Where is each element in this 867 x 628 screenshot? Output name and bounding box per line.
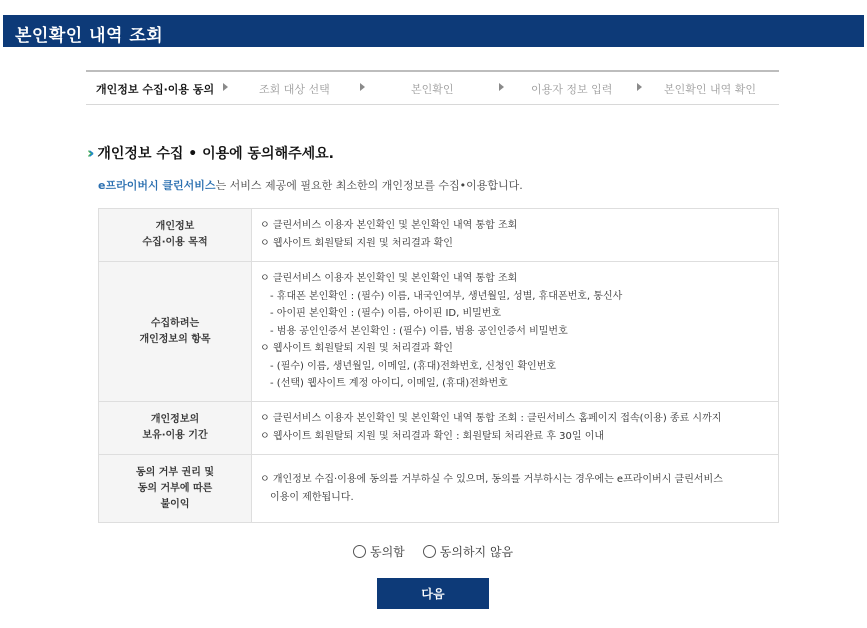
step-verify: 본인확인: [411, 83, 454, 96]
row-content: ㅇ 클린서비스 이용자 본인확인 및 본인확인 내역 통합 조회 : 클린서비스 홈페이지 접속(이용) 종료 시까지 ㅇ 웹사이트 회원탈퇴 지원 및 처리결과 확인 : 회원탈퇴 처리완료 후 30일 이내: [252, 402, 779, 455]
page-title: 본인확인 내역 조회: [15, 26, 164, 46]
row-content: ㅇ 클린서비스 이용자 본인확인 및 본인확인 내역 통합 조회 ㅇ 웹사이트 회원탈퇴 지원 및 처리결과 확인: [252, 209, 779, 262]
step-arrow-icon: [223, 83, 228, 91]
row-content: ㅇ 클린서비스 이용자 본인확인 및 본인확인 내역 통합 조회 - 휴대폰 본인확인 : (필수) 이름, 내국인여부, 생년월일, 성별, 휴대폰번호, 통신사 - 아이핀 본인확인 : (필수) 이름, 아이핀 ID, 비밀번호 - 범용 공인인증서 본인확인 : (필수) 이름, 범용 공인인증서 비밀번호 ㅇ 웹사이트 회원탈퇴 지원 및 처리결과 확인 - (필수) 이름, 생년월일, 이메일, (휴대)전화번호, 신청인 확인번호 - (선택) 웹사이트 계정 아이디, 이메일, (휴대)전화번호: [252, 262, 779, 402]
section-heading-text: 개인정보 수집 • 이용에 동의해주세요.: [97, 146, 334, 162]
title-bar: [0, 0, 867, 47]
next-button[interactable]: 다음: [377, 578, 489, 609]
section-heading: [87, 143, 334, 163]
double-chevron-icon: ››: [87, 144, 90, 162]
intro-description: 는 서비스 제공에 필요한 최소한의 개인정보를 수집•이용합니다.: [215, 179, 523, 192]
step-arrow-icon: [360, 83, 365, 91]
row-label: 개인정보의 보유·이용 기간: [99, 402, 252, 455]
consent-radio-group: [353, 543, 513, 560]
step-history: 본인확인 내역 확인: [664, 83, 757, 96]
step-user-info: 이용자 정보 입력: [531, 83, 613, 96]
row-label: 수집하려는 개인정보의 항목: [99, 262, 252, 402]
table-row: [99, 262, 779, 402]
agree-label: 동의함: [370, 545, 405, 559]
table-row: [99, 455, 779, 523]
step-consent: 개인정보 수집·이용 동의: [96, 83, 215, 96]
step-indicator: [86, 70, 779, 105]
step-select-target: 조회 대상 선택: [259, 83, 330, 96]
row-content: ㅇ 개인정보 수집·이용에 동의를 거부하실 수 있으며, 동의를 거부하시는 경우에는 e프라이버시 클린서비스 이용이 제한됩니다.: [252, 455, 779, 523]
radio-circle-icon[interactable]: [353, 545, 366, 558]
consent-table: [98, 208, 779, 523]
disagree-radio[interactable]: [423, 543, 513, 560]
row-label: 개인정보 수집·이용 목적: [99, 209, 252, 262]
step-arrow-icon: [499, 83, 504, 91]
service-brand-name: e프라이버시 클린서비스: [98, 179, 216, 192]
table-row: [99, 209, 779, 262]
intro-text: [98, 177, 523, 193]
row-label: 동의 거부 권리 및 동의 거부에 따른 불이익: [99, 455, 252, 523]
agree-radio[interactable]: [353, 543, 405, 560]
step-arrow-icon: [637, 83, 642, 91]
radio-circle-icon[interactable]: [423, 545, 436, 558]
disagree-label: 동의하지 않음: [439, 545, 514, 559]
table-row: [99, 402, 779, 455]
title-bar-background: [3, 15, 864, 47]
